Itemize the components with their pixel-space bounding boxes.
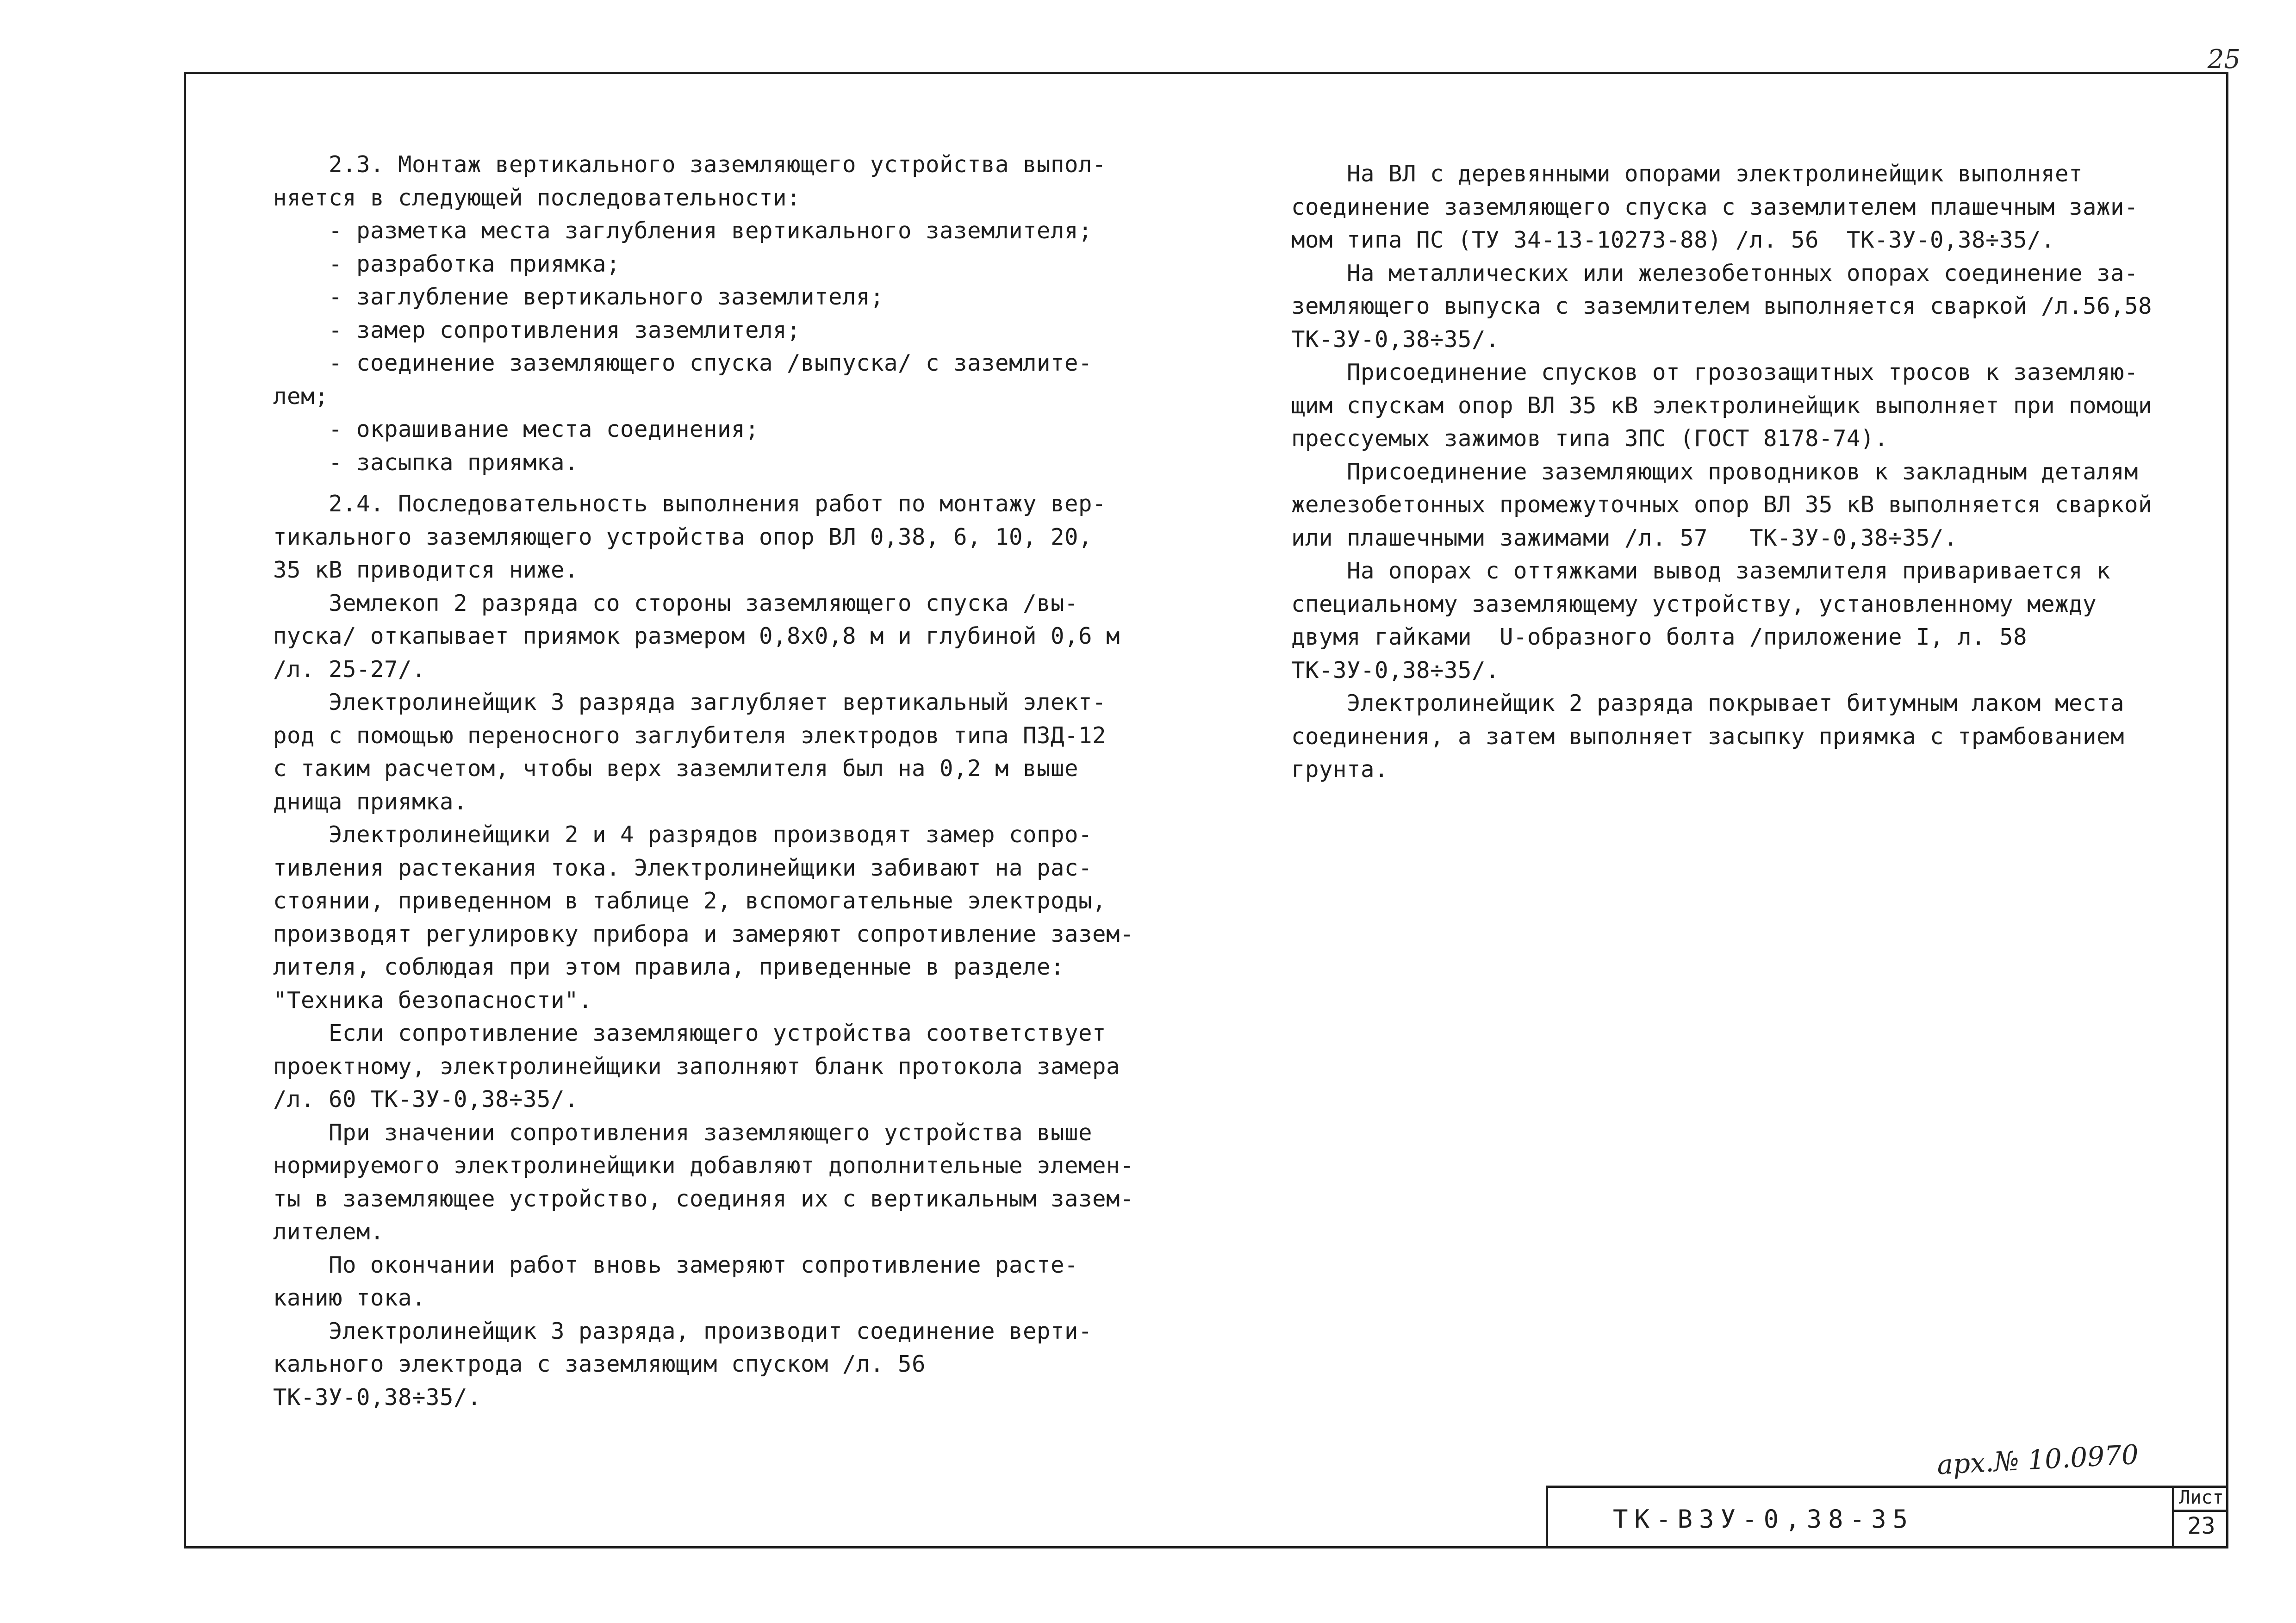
text-line: днища приямка.: [273, 788, 468, 815]
document-code: ТК-ВЗУ-0,38-35: [1613, 1505, 1915, 1534]
text-line: с таким расчетом, чтобы верх заземлителя был на 0,2 м выше: [273, 755, 1079, 782]
text-line: Электролинейщик 3 разряда заглубляет вертикальный элект-: [273, 689, 1107, 715]
text-line: канию тока.: [273, 1285, 426, 1311]
text-line: - заглубление вертикального заземлителя;: [273, 284, 884, 310]
sheet-box: [2172, 1486, 2228, 1548]
corner-page-number: 25: [2207, 44, 2240, 75]
text-line: На ВЛ с деревянными опорами электролинейщик выполняет: [1291, 161, 2083, 187]
text-line: железобетонных промежуточных опор ВЛ 35 кВ выполняется сваркой: [1291, 491, 2153, 518]
text-line: проектному, электролинейщики заполняют бланк протокола замера: [273, 1053, 1120, 1080]
text-line: ТК-ЗУ-0,38÷35/.: [1291, 326, 1500, 353]
text-line: Землекоп 2 разряда со стороны заземляющего спуска /вы-: [273, 590, 1079, 616]
text-line: Если сопротивление заземляющего устройства соответствует: [273, 1020, 1107, 1046]
text-line: лителем.: [273, 1219, 385, 1245]
text-line: При значении сопротивления заземляющего устройства выше: [273, 1119, 1093, 1146]
text-line: /л. 60 ТК-ЗУ-0,38÷35/.: [273, 1086, 579, 1113]
text-line: На опорах с оттяжками вывод заземлителя приваривается к: [1291, 558, 2111, 584]
text-line: кального электрода с заземляющим спуском /л. 56: [273, 1351, 926, 1377]
text-line: прессуемых зажимов типа ЗПС (ГОСТ 8178-74).: [1291, 425, 1889, 452]
text-line: - разметка места заглубления вертикального заземлителя;: [273, 218, 1093, 244]
text-line: ты в заземляющее устройство, соединяя их с вертикальным зазем-: [273, 1185, 1134, 1212]
text-line: тикального заземляющего устройства опор ВЛ 0,38, 6, 10, 20,: [273, 523, 1093, 550]
text-line: - окрашивание места соединения;: [273, 416, 759, 442]
sheet-number: 23: [2187, 1512, 2215, 1539]
text-line: соединения, а затем выполняет засыпку приямка с трамбованием: [1291, 723, 2125, 750]
text-line: Электролинейщики 2 и 4 разрядов производят замер сопро-: [273, 821, 1093, 848]
text-line: - соединение заземляющего спуска /выпуска/ с заземлите-: [273, 350, 1093, 376]
text-line: 2.3. Монтаж вертикального заземляющего устройства выпол-: [273, 151, 1107, 178]
text-line: /л. 25-27/.: [273, 656, 426, 683]
text-line: или плашечными зажимами /л. 57 ТК-ЗУ-0,38÷35/.: [1291, 524, 1958, 551]
text-line: лителя, соблюдая при этом правила, приведенные в разделе:: [273, 954, 1065, 980]
text-line: лем;: [273, 383, 329, 410]
text-line: мом типа ПС (ТУ 34-13-10273-88) /л. 56 ТК-ЗУ-0,38÷35/.: [1291, 227, 2055, 253]
text-line: специальному заземляющему устройству, установленному между: [1291, 591, 2097, 617]
text-line: Электролинейщик 3 разряда, производит соединение верти-: [273, 1318, 1093, 1344]
sheet-label: Лист: [2174, 1486, 2228, 1512]
archive-stamp: арх.№ 10.0970: [1936, 1438, 2140, 1481]
text-line: пуска/ откапывает приямок размером 0,8х0,8 м и глубиной 0,6 м: [273, 623, 1120, 649]
text-line: щим спускам опор ВЛ 35 кВ электролинейщик выполняет при помощи: [1291, 392, 2153, 419]
text-line: - разработка приямка;: [273, 250, 621, 277]
text-line: 35 кВ приводится ниже.: [273, 557, 579, 583]
text-line: - замер сопротивления заземлителя;: [273, 317, 801, 343]
text-line: 2.4. Последовательность выполнения работ по монтажу вер-: [273, 491, 1107, 517]
text-line: - засыпка приямка.: [273, 449, 579, 476]
text-line: соединение заземляющего спуска с заземлителем плашечным зажи-: [1291, 193, 2139, 220]
text-line: няется в следующей последовательности:: [273, 184, 801, 211]
text-line: земляющего выпуска с заземлителем выполняется сваркой /л.56,58: [1291, 293, 2153, 319]
text-line: Присоединение спусков от грозозащитных тросов к заземляю-: [1291, 359, 2139, 386]
title-block: [1546, 1486, 2228, 1548]
left-text-column: [273, 148, 1134, 1414]
text-line: нормируемого электролинейщики добавляют дополнительные элемен-: [273, 1152, 1134, 1179]
right-text-column: [1291, 157, 2152, 786]
text-line: грунта.: [1291, 756, 1389, 783]
text-line: Присоединение заземляющих проводников к закладным деталям: [1291, 458, 2139, 485]
text-line: ТК-ЗУ-0,38÷35/.: [273, 1384, 482, 1411]
text-line: стоянии, приведенном в таблице 2, вспомогательные электроды,: [273, 888, 1107, 914]
text-line: На металлических или железобетонных опорах соединение за-: [1291, 260, 2139, 286]
text-line: "Техника безопасности".: [273, 987, 593, 1014]
text-line: По окончании работ вновь замеряют сопротивление расте-: [273, 1251, 1079, 1278]
text-line: род с помощью переносного заглубителя электродов типа ПЗД-12: [273, 722, 1107, 749]
text-line: тивления растекания тока. Электролинейщики забивают на рас-: [273, 854, 1093, 881]
text-line: производят регулировку прибора и замеряют сопротивление зазем-: [273, 920, 1134, 947]
text-line: ТК-ЗУ-0,38÷35/.: [1291, 657, 1500, 684]
text-line: двумя гайками U-образного болта /приложение I, л. 58: [1291, 624, 2028, 650]
text-line: Электролинейщик 2 разряда покрывает битумным лаком места: [1291, 690, 2125, 716]
paragraph-gap: [273, 479, 1134, 487]
